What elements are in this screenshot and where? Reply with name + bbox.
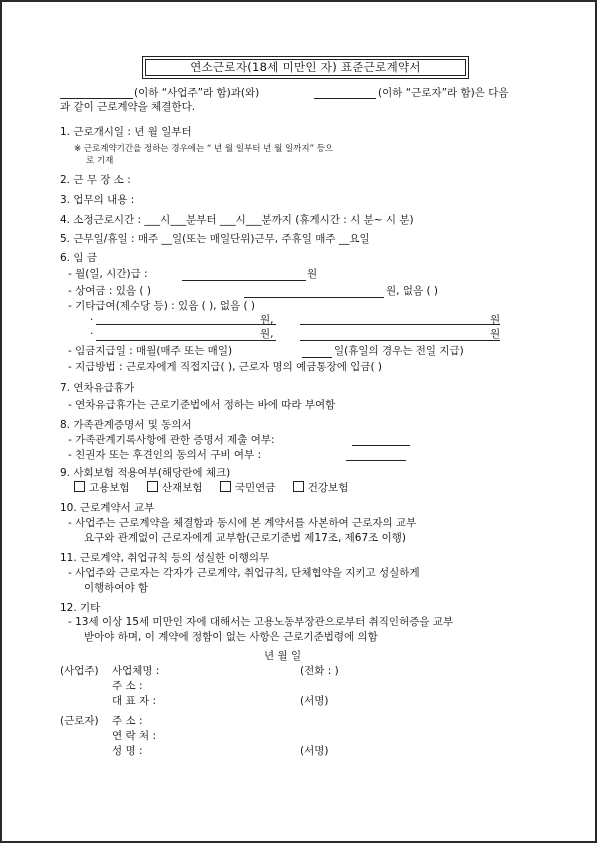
- wage-other-unit-2a: 원,: [260, 328, 274, 340]
- section-8: 8. 가족관계증명서 및 동의서: [60, 419, 192, 431]
- wage-other: - 기타급여(제수당 등) : 있음 ( ), 없음 ( ): [68, 300, 255, 312]
- section-8-a: - 가족관계기록사항에 관한 증명서 제출 여부:: [68, 434, 275, 446]
- wage-other-unit-1a: 원,: [260, 314, 274, 326]
- worker-sign: (서명): [300, 745, 329, 757]
- employer-address: 주 소 :: [112, 680, 143, 692]
- worker-label: (근로자): [60, 715, 99, 727]
- worker-name-blank: [314, 98, 376, 99]
- checkbox[interactable]: [220, 481, 231, 492]
- wage-monthly: - 월(일, 시간)급 :: [68, 268, 148, 280]
- checkbox[interactable]: [293, 481, 304, 492]
- checkbox[interactable]: [74, 481, 85, 492]
- employer-company: 사업체명 :: [112, 665, 160, 677]
- section-4: 4. 소정근로시간 : ___시___분부터 ___시___분까지 (휴게시간 : 시 분~ 시 분): [60, 214, 414, 226]
- intro-text-c: 과 같이 근로계약을 체결한다.: [60, 101, 196, 113]
- wage-payday: - 임금지급일 : 매월(매주 또는 매일): [68, 345, 233, 357]
- wage-payday-blank: [302, 357, 332, 358]
- employer-phone: (전화 : ): [300, 665, 339, 677]
- section-8-a-blank: [352, 445, 410, 446]
- wage-payday-tail: 일(휴일의 경우는 전일 지급): [334, 345, 464, 357]
- wage-other-unit-1b: 원: [490, 314, 501, 326]
- employer-sign: (서명): [300, 695, 329, 707]
- section-6: 6. 임 금: [60, 252, 97, 264]
- employer-label: (사업주): [60, 665, 99, 677]
- worker-name: 성 명 :: [112, 745, 143, 757]
- section-2: 2. 근 무 장 소 :: [60, 174, 131, 186]
- section-7-a: - 연차유급휴가는 근로기준법에서 정하는 바에 따라 부여함: [68, 399, 336, 411]
- wage-other-dot-2: ·: [90, 328, 94, 340]
- page-title: 연소근로자(18세 미만인 자) 표준근로계약서: [190, 60, 421, 74]
- insurance-employment[interactable]: 고용보험: [74, 482, 130, 494]
- section-12: 12. 기타: [60, 602, 101, 614]
- insurance-pension[interactable]: 국민연금: [220, 482, 276, 494]
- worker-address: 주 소 :: [112, 715, 143, 727]
- worker-contact: 연 락 처 :: [112, 730, 156, 742]
- wage-other-blank-1a: [96, 324, 276, 325]
- wage-monthly-blank: [182, 280, 306, 281]
- wage-bonus-tail: 원, 없음 ( ): [386, 285, 438, 297]
- intro-text-b: (이하 “근로자”라 함)은 다음: [378, 87, 509, 99]
- section-10: 10. 근로계약서 교부: [60, 502, 155, 514]
- section-12-a: - 13세 이상 15세 미만인 자에 대해서는 고용노동부장관으로부터 취직인허증을 교부: [68, 616, 454, 628]
- wage-method: - 지급방법 : 근로자에게 직접지급( ), 근로자 명의 예금통장에 입금( ): [68, 361, 383, 373]
- insurance-checklist: [74, 481, 362, 495]
- wage-bonus: - 상여금 : 있음 ( ): [68, 285, 151, 297]
- section-1-note: ※ 근로계약기간을 정하는 경우에는 “ 년 월 일부터 년 월 일까지” 등으: [74, 144, 334, 154]
- section-8-b: - 친권자 또는 후견인의 동의서 구비 여부 :: [68, 449, 261, 461]
- section-10-b: 요구와 관계없이 근로자에게 교부함(근로기준법 제17조, 제67조 이행): [84, 532, 406, 544]
- section-5: 5. 근무일/휴일 : 매주 __일(또는 매일단위)근무, 주휴일 매주 __요일: [60, 233, 370, 245]
- contract-date: 년 월 일: [264, 650, 302, 662]
- section-1: 1. 근로개시일 : 년 월 일부터: [60, 126, 192, 138]
- wage-bonus-blank: [244, 297, 384, 298]
- section-7: 7. 연차유급휴가: [60, 382, 135, 394]
- section-11-a: - 사업주와 근로자는 각자가 근로계약, 취업규칙, 단체협약을 지키고 성실하게: [68, 567, 420, 579]
- employer-name-blank: [60, 98, 133, 99]
- checkbox[interactable]: [147, 481, 158, 492]
- section-3: 3. 업무의 내용 :: [60, 194, 135, 206]
- wage-other-blank-2b: [300, 340, 500, 341]
- wage-other-dot-1: ·: [90, 314, 94, 326]
- insurance-industrial[interactable]: 산재보험: [147, 482, 203, 494]
- employer-rep: 대 표 자 :: [112, 695, 156, 707]
- section-10-a: - 사업주는 근로계약을 체결함과 동시에 본 계약서를 사본하여 근로자의 교부: [68, 517, 417, 529]
- section-11-b: 이행하여야 함: [84, 582, 149, 594]
- insurance-health[interactable]: 건강보험: [293, 482, 349, 494]
- wage-other-blank-2a: [96, 340, 276, 341]
- section-1-note-b: 로 기재: [86, 156, 114, 166]
- wage-other-unit-2b: 원: [490, 328, 501, 340]
- intro-text-a: (이하 “사업주”라 함)과(와): [134, 87, 260, 99]
- wage-monthly-unit: 원: [307, 268, 318, 280]
- section-11: 11. 근로계약, 취업규칙 등의 성실한 이행의무: [60, 552, 270, 564]
- section-9: 9. 사회보험 적용여부(해당란에 체크): [60, 467, 231, 479]
- wage-other-blank-1b: [300, 324, 500, 325]
- section-12-b: 받아야 하며, 이 계약에 정함이 없는 사항은 근로기준법령에 의함: [84, 631, 378, 643]
- section-8-b-blank: [346, 460, 406, 461]
